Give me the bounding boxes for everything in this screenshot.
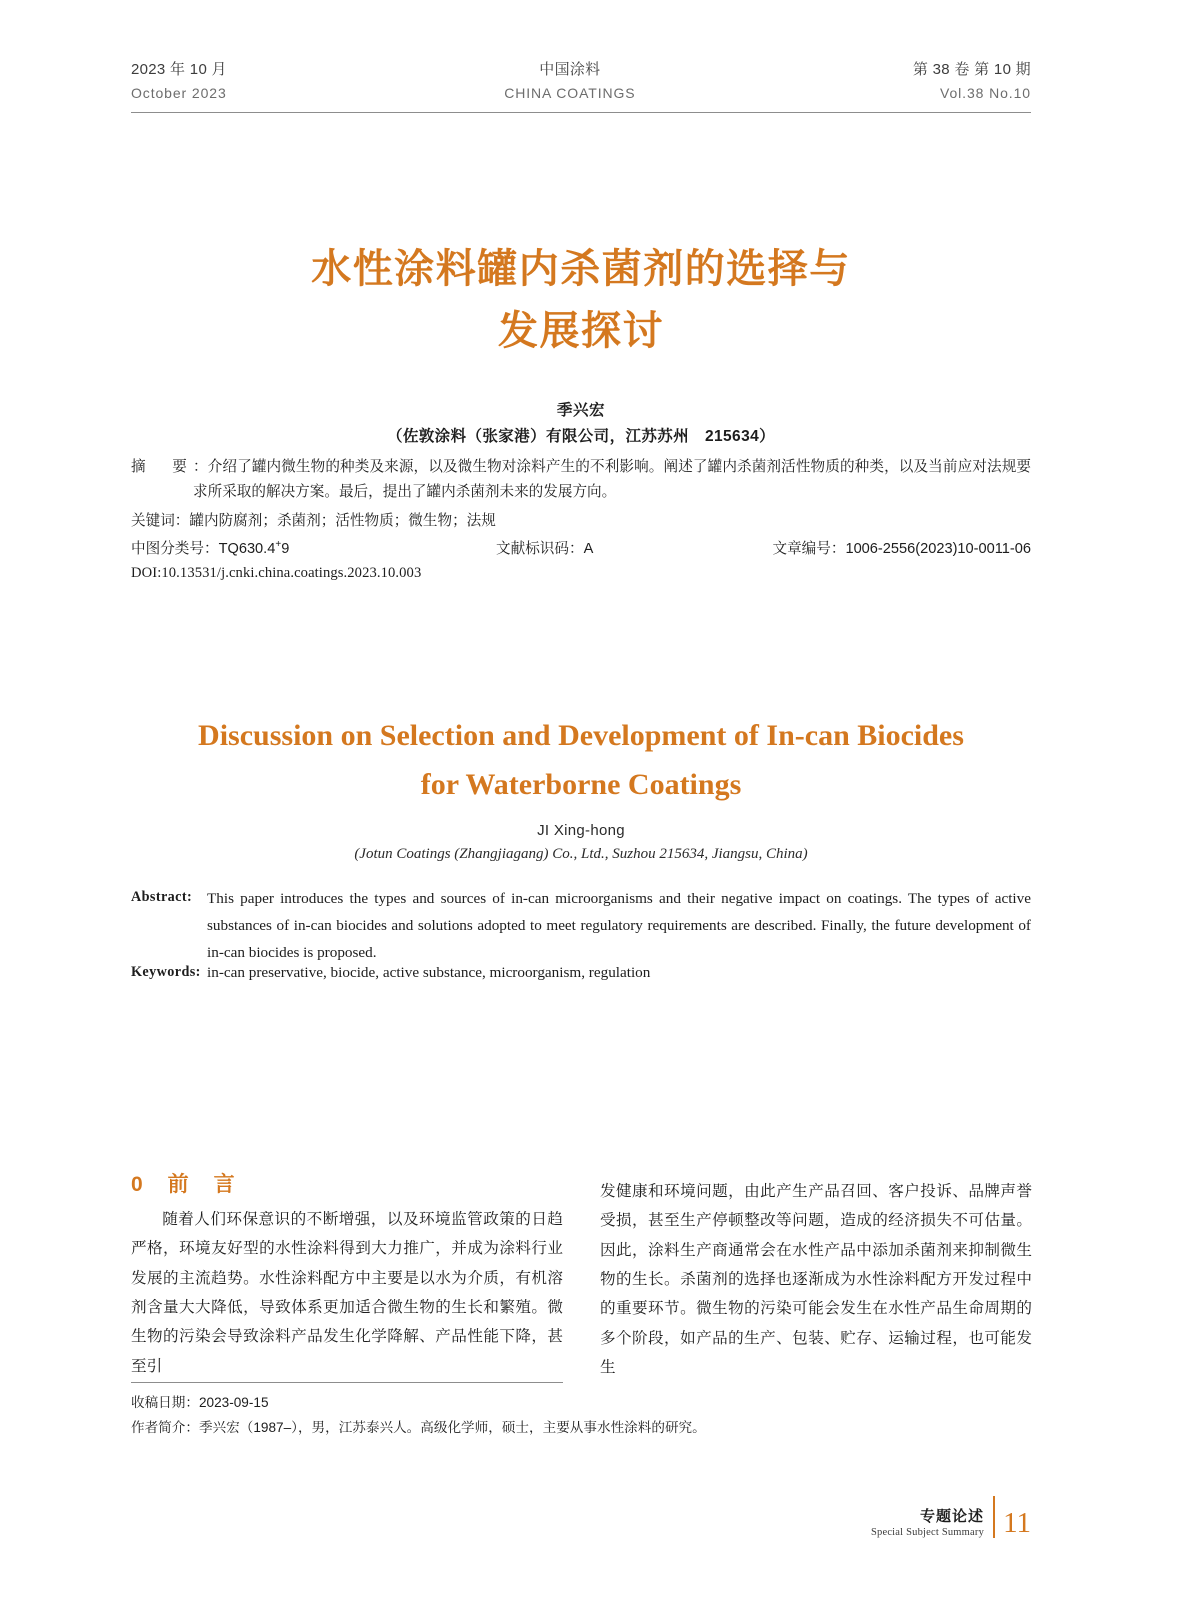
volume-issue-cn: 第 38 卷 第 10 期 bbox=[912, 61, 1031, 78]
abstract-cn bbox=[131, 455, 1031, 505]
clc-number bbox=[131, 537, 496, 558]
section-heading-introduction: 0 前 言 bbox=[131, 1173, 237, 1196]
footer-accent-bar bbox=[993, 1496, 995, 1538]
footnote-divider bbox=[131, 1382, 563, 1383]
document-code: 文献标识码：A bbox=[496, 541, 594, 557]
classification-row bbox=[131, 537, 1031, 558]
running-head bbox=[131, 58, 1031, 105]
running-head-right bbox=[913, 58, 1031, 105]
clc-number-label: 中图分类号：TQ630.4 bbox=[131, 541, 276, 557]
abstract-en bbox=[131, 885, 1031, 966]
running-head-center bbox=[504, 58, 635, 105]
footer-section-en: Special Subject Summary bbox=[870, 1527, 985, 1538]
abstract-en-label: Abstract: bbox=[131, 889, 193, 905]
page-number: 11 bbox=[1003, 1507, 1031, 1540]
issue-date-en: October 2023 bbox=[131, 85, 227, 102]
author-en: JI Xing-hong bbox=[537, 822, 625, 839]
title-en-line2: for Waterborne Coatings bbox=[420, 767, 742, 801]
body-paragraph-left: 随着人们环保意识的不断增强，以及环境监管政策的日趋严格，环境友好型的水性涂料得到大力推广，并成为涂料行业发展的主流趋势。水性涂料配方中主要是以水为介质，有机溶剂含量大大降低，导致体系更加适合微生物的生长和繁殖。微生物的污染会导致涂料产品发生化学降解、产品性能下降，甚至引 bbox=[131, 1211, 563, 1375]
author-biography: 作者简介：季兴宏（1987–），男，江苏泰兴人。高级化学师，硕士，主要从事水性涂料的研究。 bbox=[131, 1420, 706, 1436]
abstract-cn-label: 摘 要 bbox=[131, 459, 193, 475]
doi: DOI:10.13531/j.cnki.china.coatings.2023.10.003 bbox=[131, 565, 422, 581]
clc-superscript: + bbox=[275, 539, 282, 551]
affiliation-cn: （佐敦涂料（张家港）有限公司，江苏苏州 215634） bbox=[386, 428, 776, 445]
keywords-en-label: Keywords: bbox=[131, 964, 201, 980]
affiliation-en: (Jotun Coatings (Zhangjiagang) Co., Ltd., Suzhou 215634, Jiangsu, China) bbox=[354, 846, 808, 862]
running-head-left bbox=[131, 58, 227, 105]
title-en bbox=[131, 712, 1031, 809]
body-column-right bbox=[600, 1177, 1032, 1382]
journal-name-en: CHINA COATINGS bbox=[504, 85, 636, 102]
running-head-divider bbox=[131, 112, 1031, 113]
abstract-en-body: This paper introduces the types and sources of in-can microorganisms and their negative impact on coatings. The types of active substances of in-can biocides and solutions adopted to meet regulatory requirements are described. Finally, the future development of in-can biocides is proposed. bbox=[207, 890, 1031, 962]
article-number: 文章编号：1006-2556(2023)10-0011-06 bbox=[772, 541, 1031, 557]
body-paragraph-right: 发健康和环境问题，由此产生产品召回、客户投诉、品牌声誉受损，甚至生产停顿整改等问题，造成的经济损失不可估量。因此，涂料生产商通常会在水性产品中添加杀菌剂来抑制微生物的生长。杀菌剂的选择也逐渐成为水性涂料配方开发过程中的重要环节。微生物的污染可能会发生在水性产品生命周期的多个阶段，如产品的生产、包装、贮存、运输过程，也可能发生 bbox=[600, 1183, 1032, 1376]
clc-tail: 9 bbox=[281, 541, 290, 557]
journal-name-cn: 中国涂料 bbox=[539, 61, 601, 78]
author-cn: 季兴宏 bbox=[556, 402, 606, 419]
title-cn-line1: 水性涂料罐内杀菌剂的选择与 bbox=[311, 247, 851, 291]
title-cn bbox=[131, 238, 1031, 362]
title-en-line1: Discussion on Selection and Development of In-can Biocides bbox=[198, 719, 964, 752]
keywords-cn: 关键词：罐内防腐剂；杀菌剂；活性物质；微生物；法规 bbox=[131, 513, 496, 529]
keywords-en bbox=[131, 960, 1031, 986]
title-cn-line2: 发展探讨 bbox=[498, 309, 664, 353]
footnotes bbox=[131, 1390, 831, 1440]
page-footer bbox=[871, 1496, 1031, 1538]
abstract-cn-body: ：介绍了罐内微生物的种类及来源，以及微生物对涂料产生的不利影响。阐述了罐内杀菌剂活性物质的种类，以及当前应对法规要求所采取的解决方案。最后，提出了罐内杀菌剂未来的发展方向。 bbox=[193, 459, 1031, 501]
footer-section-cn: 专题论述 bbox=[920, 1508, 985, 1525]
volume-issue-en: Vol.38 No.10 bbox=[940, 85, 1031, 102]
footer-section-labels bbox=[871, 1505, 993, 1538]
received-date: 收稿日期：2023-09-15 bbox=[131, 1395, 269, 1410]
issue-date-cn: 2023 年 10 月 bbox=[131, 61, 227, 78]
keywords-en-body: in-can preservative, biocide, active substance, microorganism, regulation bbox=[207, 964, 651, 981]
body-column-left bbox=[131, 1205, 563, 1381]
